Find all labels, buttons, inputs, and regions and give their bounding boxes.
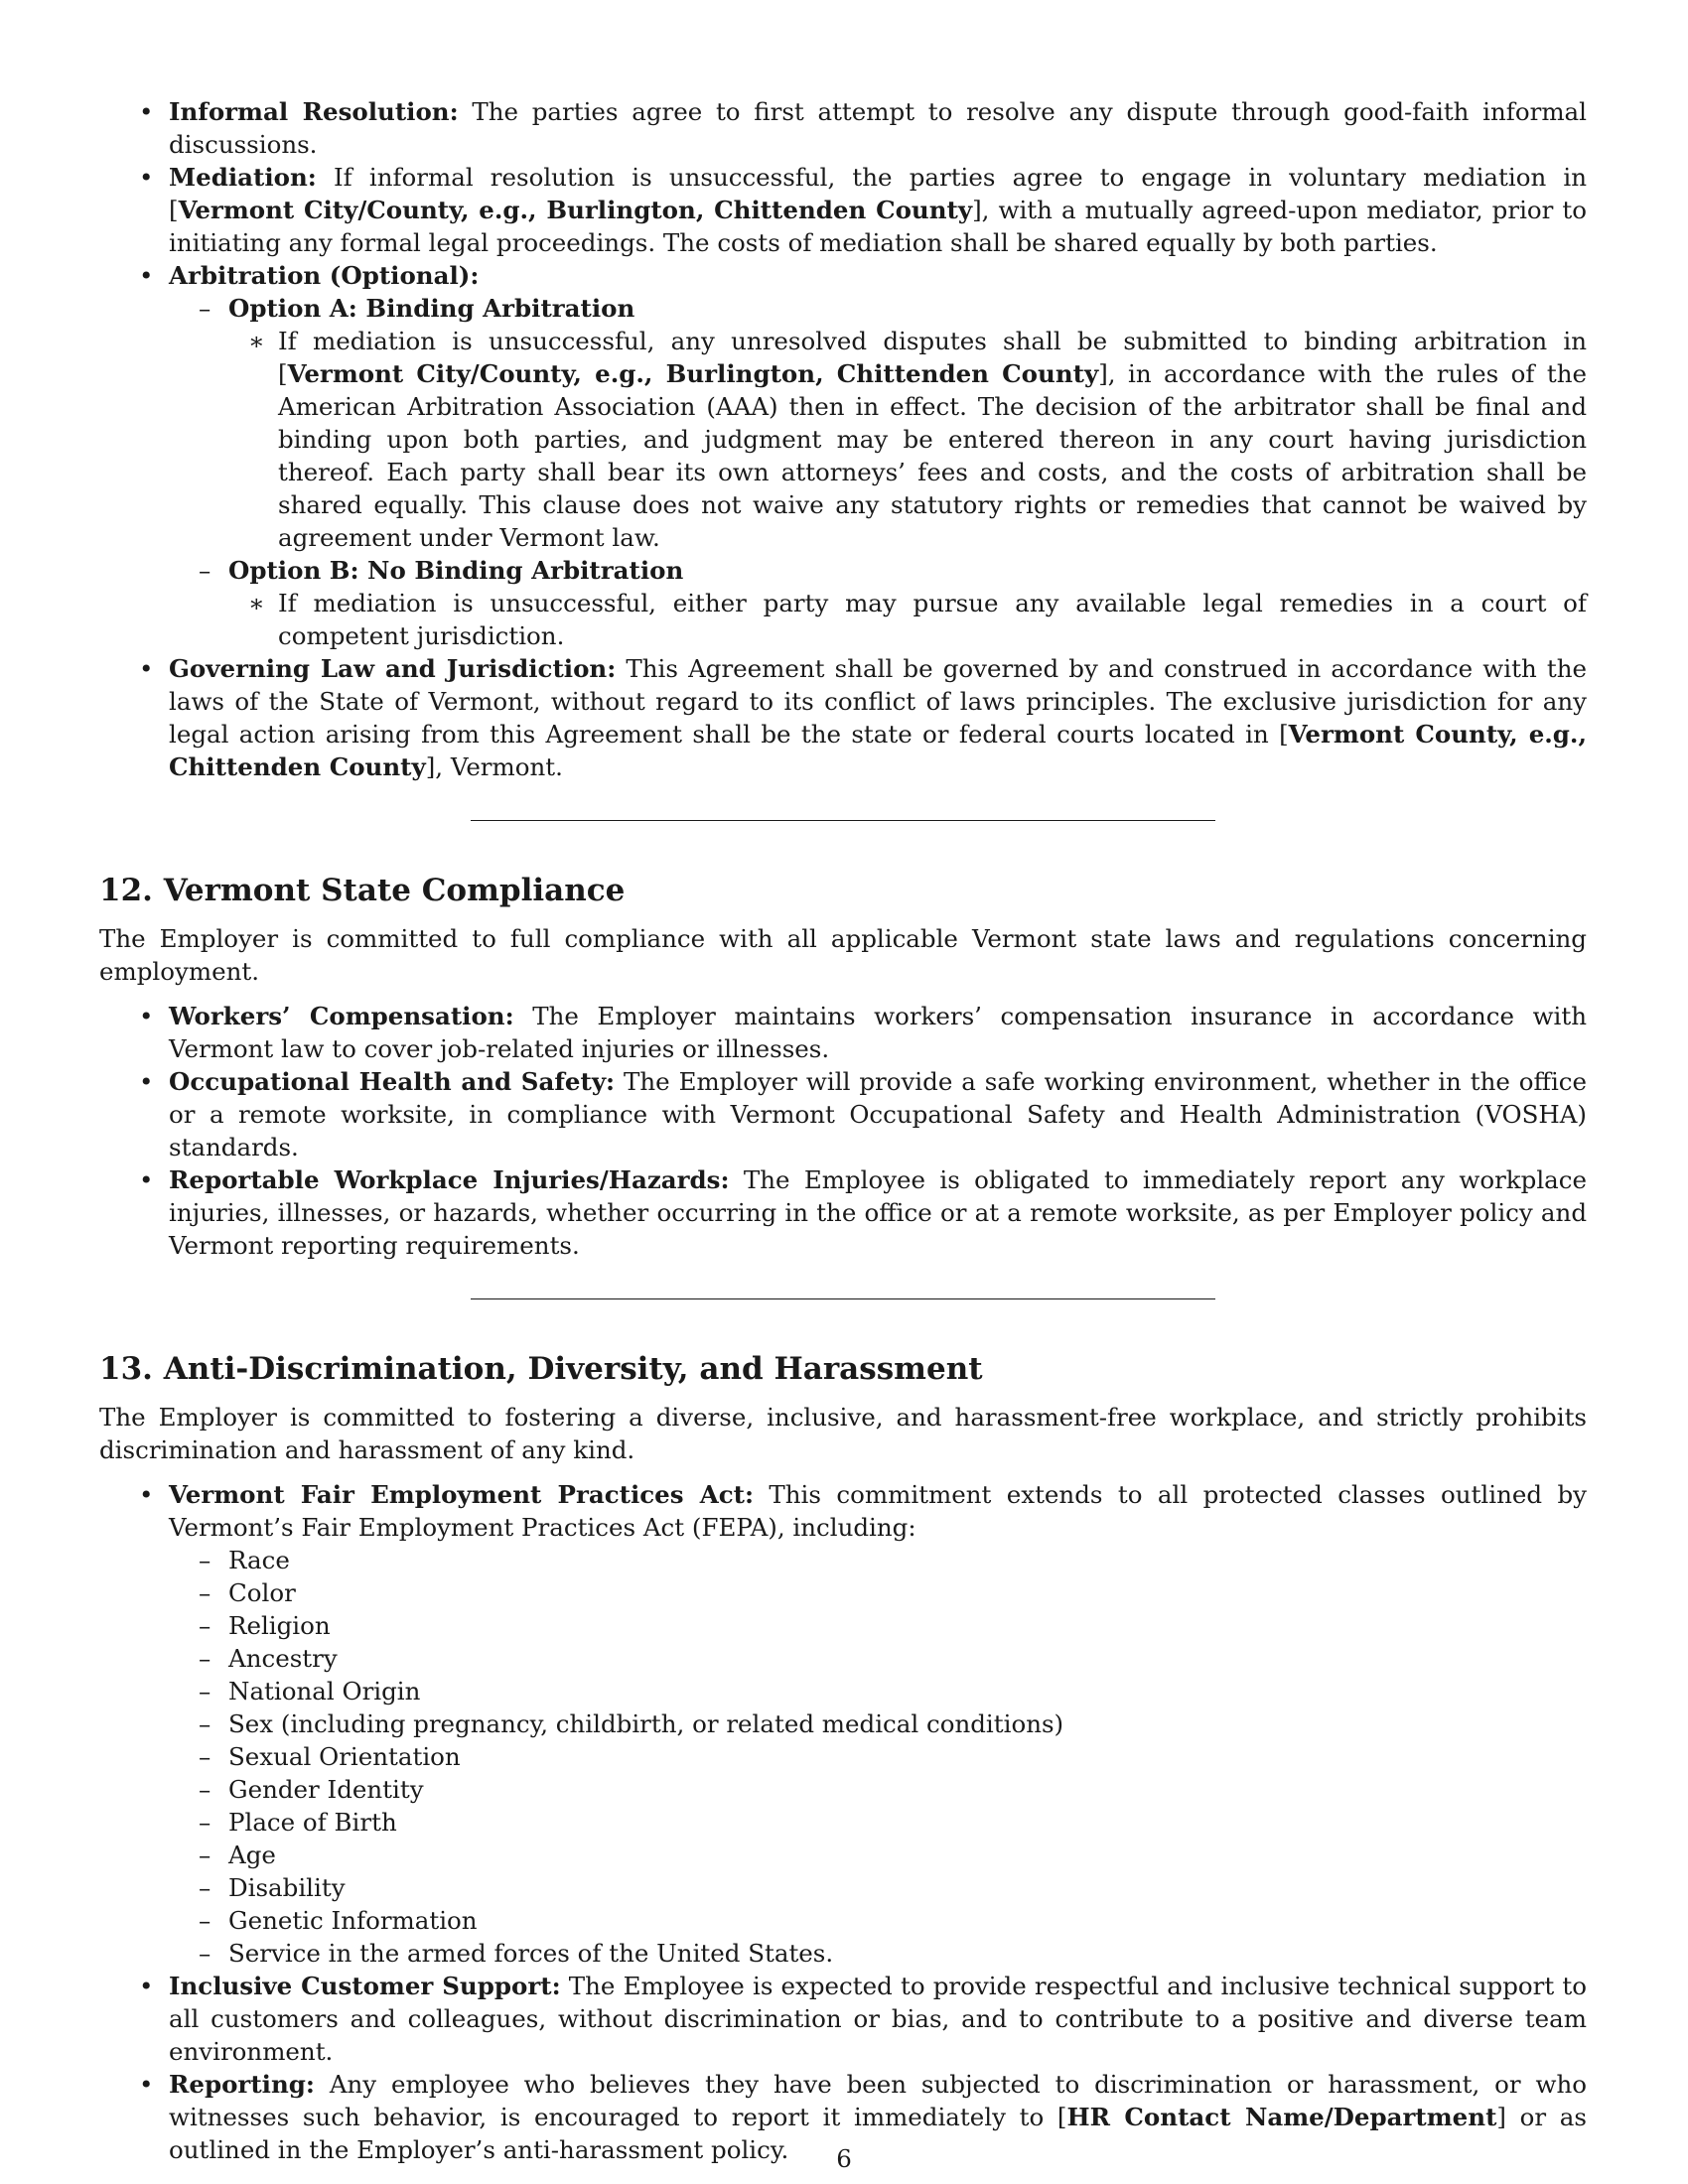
- protected-class-item: – Ancestry: [169, 1642, 1587, 1675]
- protected-class-item: – Sex (including pregnancy, childbirth, or related medical conditions): [169, 1707, 1587, 1740]
- protected-class-item: – Disability: [169, 1871, 1587, 1904]
- protected-class-item: – Service in the armed forces of the United States.: [169, 1937, 1587, 1970]
- list-item-fepa: [99, 1478, 1587, 1970]
- protected-class-item: – Place of Birth: [169, 1806, 1587, 1839]
- item-label: Workers’ Compensation:: [169, 1002, 514, 1030]
- item-label: Occupational Health and Safety:: [169, 1067, 616, 1096]
- item-text: If mediation is unsuccessful, either party may pursue any available legal remedies in a court of competent jurisdiction.: [278, 589, 1587, 650]
- item-label: Governing Law and Jurisdiction:: [169, 654, 617, 683]
- section-12-intro: The Employer is committed to full compliance with all applicable Vermont state laws and regulations concerning employment.: [99, 924, 1587, 986]
- section-12-list: [99, 1000, 1587, 1262]
- item-text: ], Vermont.: [425, 752, 563, 781]
- item-label: Mediation:: [169, 163, 317, 192]
- list-item-workers-compensation: [99, 1000, 1587, 1065]
- item-label: Reportable Workplace Injuries/Hazards:: [169, 1165, 730, 1194]
- protected-class-item: – Genetic Information: [169, 1904, 1587, 1937]
- dispute-resolution-list: [99, 95, 1587, 783]
- list-item-inclusive-support: [99, 1970, 1587, 2068]
- item-text: The Employee is expected to provide respectful and inclusive technical support to all customers and colleagues, without discrimination or bias, and to contribute to a positive and diverse team environment.: [169, 1972, 1587, 2066]
- list-item-health-safety: [99, 1065, 1587, 1163]
- list-item-reportable-injuries: [99, 1163, 1587, 1262]
- section-divider: [471, 820, 1215, 821]
- section-divider: [471, 1298, 1215, 1299]
- item-text: This commitment extends to all protected classes outlined by Vermont’s Fair Employment Practices Act (FEPA), including:: [169, 1480, 1587, 1542]
- item-label: Inclusive Customer Support:: [169, 1972, 561, 2000]
- protected-class-item: – Race: [169, 1544, 1587, 1576]
- protected-class-item: – Color: [169, 1576, 1587, 1609]
- protected-class-item: – Sexual Orientation: [169, 1740, 1587, 1773]
- section-13-list: [99, 1478, 1587, 2166]
- item-text: The Employee is obligated to immediately report any workplace injuries, illnesses, or hazards, whether occurring in the office or at a remote worksite, as per Employer policy and Vermont reporting requirements.: [169, 1165, 1587, 1260]
- placeholder-city-county: Vermont City/County, e.g., Burlington, Chittenden County: [178, 196, 973, 224]
- item-label: Informal Resolution:: [169, 97, 459, 126]
- arbitration-options-list: [169, 292, 1587, 652]
- section-13-heading: 13. Anti-Discrimination, Diversity, and Harassment: [99, 1351, 983, 1387]
- list-item-governing-law: [99, 652, 1587, 783]
- item-text: If informal resolution is unsuccessful, the parties agree to engage in voluntary mediation in [: [169, 163, 1587, 224]
- placeholder-county: Vermont County, e.g., Chittenden County: [169, 720, 1587, 781]
- section-13-intro: The Employer is committed to fostering a diverse, inclusive, and harassment-free workplace, and strictly prohibits discrimination and harassment of any kind.: [99, 1403, 1587, 1464]
- item-text: ], in accordance with the rules of the American Arbitration Association (AAA) then in effect. The decision of the arbitrator shall be final and binding upon both parties, and judgment may be entered thereon in any court having jurisdiction thereof. Each party shall bear its own attorneys’ fees and costs, and the costs of arbitration shall be shared equally. This clause does not waive any statutory rights or remedies that cannot be waived by agreement under Vermont law.: [278, 359, 1587, 552]
- list-item-option-b-text: [228, 587, 1587, 652]
- item-text: Any employee who believes they have been subjected to discrimination or harassment, or who witnesses such behavior, is encouraged to report it immediately to [: [169, 2070, 1587, 2131]
- list-item-option-b: [169, 554, 1587, 652]
- item-label: Arbitration (Optional):: [169, 261, 480, 290]
- item-text: ] or as outlined in the Employer’s anti-harassment policy.: [169, 2103, 1587, 2164]
- list-item-option-a: [169, 292, 1587, 554]
- placeholder-hr-contact: HR Contact Name/Department: [1066, 2103, 1497, 2131]
- list-item-arbitration: [99, 259, 1587, 652]
- document-page: [99, 95, 1587, 2166]
- list-item-informal-resolution: [99, 95, 1587, 161]
- protected-class-item: – Age: [169, 1839, 1587, 1871]
- item-label: Vermont Fair Employment Practices Act:: [169, 1480, 755, 1509]
- page-number: 6: [836, 2144, 852, 2173]
- protected-class-item: – Religion: [169, 1609, 1587, 1642]
- option-b-details: [228, 587, 1587, 652]
- section-12-heading: 12. Vermont State Compliance: [99, 873, 626, 908]
- option-label: Option A: Binding Arbitration: [228, 294, 635, 323]
- item-text: The Employer maintains workers’ compensation insurance in accordance with Vermont law to cover job-related injuries or illnesses.: [169, 1002, 1588, 1063]
- option-a-details: [228, 325, 1587, 554]
- protected-classes-list: [169, 1544, 1587, 1970]
- item-text: The parties agree to first attempt to resolve any dispute through good-faith informal discussions.: [169, 97, 1587, 159]
- protected-class-item: – Gender Identity: [169, 1773, 1587, 1806]
- list-item-mediation: [99, 161, 1587, 259]
- item-text: This Agreement shall be governed by and construed in accordance with the laws of the State of Vermont, without regard to its conflict of laws principles. The exclusive jurisdiction for any legal action arising from this Agreement shall be the state or federal courts located in [: [169, 654, 1587, 749]
- option-label: Option B: No Binding Arbitration: [228, 556, 684, 585]
- placeholder-city-county: Vermont City/County, e.g., Burlington, Chittenden County: [287, 359, 1099, 388]
- item-text: The Employer will provide a safe working environment, whether in the office or a remote worksite, in compliance with Vermont Occupational Safety and Health Administration (VOSHA) standards.: [169, 1067, 1587, 1161]
- item-text: If mediation is unsuccessful, any unresolved disputes shall be submitted to binding arbitration in [: [278, 327, 1587, 388]
- item-label: Reporting:: [169, 2070, 315, 2099]
- item-text: ], with a mutually agreed-upon mediator, prior to initiating any formal legal proceedings. The costs of mediation shall be shared equally by both parties.: [169, 196, 1587, 257]
- protected-class-item: – National Origin: [169, 1675, 1587, 1707]
- list-item-option-a-text: [228, 325, 1587, 554]
